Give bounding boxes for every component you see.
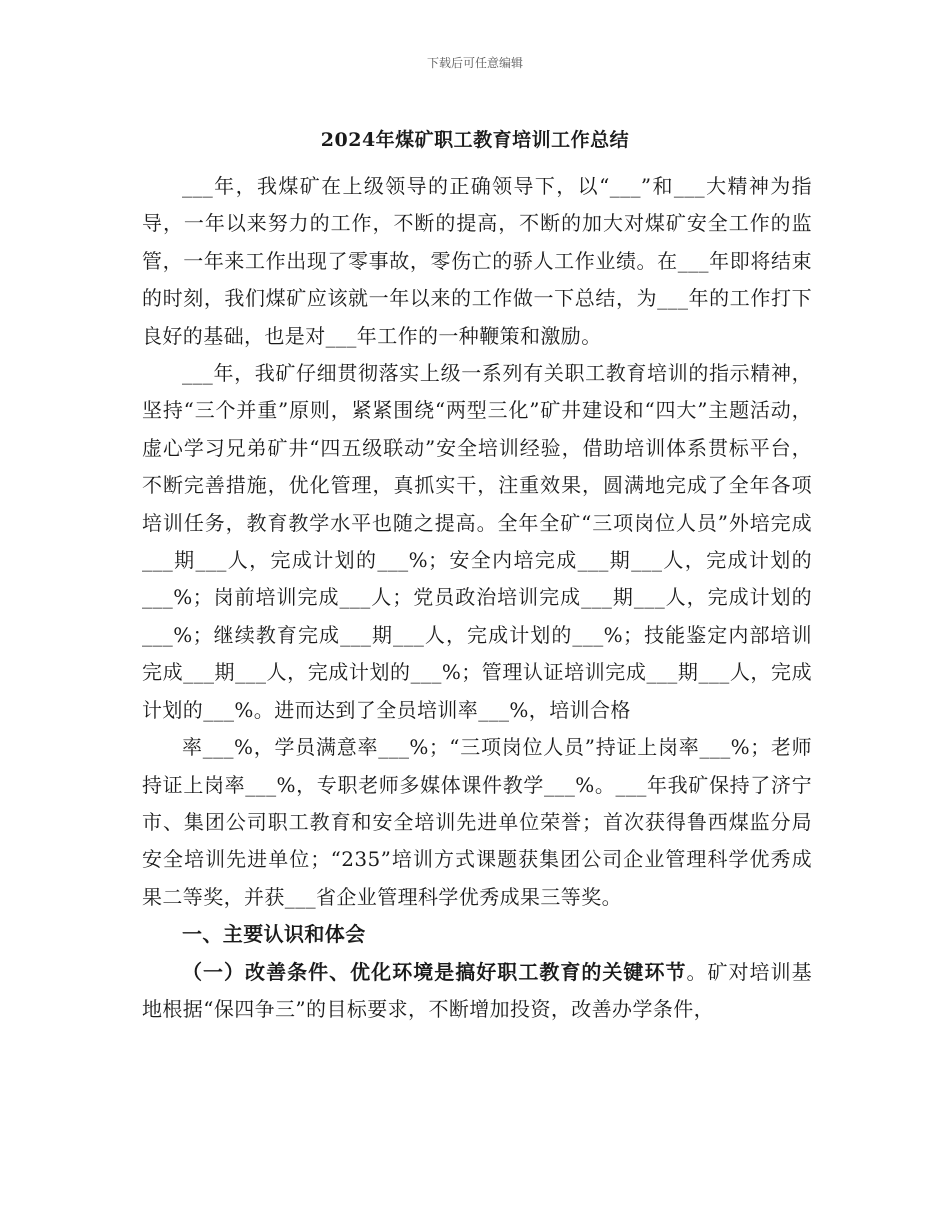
- document-body: [142, 168, 812, 1028]
- paragraph-2: ___年，我矿仔细贯彻落实上级一系列有关职工教育培训的指示精神，坚持“三个并重”原则，紧紧围绕“两型三化”矿井建设和“四大”主题活动，虚心学习兄弟矿井“四五级联动”安全培训经验，借助培训体系贯标平台，不断完善措施，优化管理，真抓实干，注重效果，圆满地完成了全年各项培训任务，教育教学水平也随之提高。全年全矿“三项岗位人员”外培完成___期___人，完成计划的___%；安全内培完成___期___人，完成计划的___%；岗前培训完成___人；党员政治培训完成___期___人，完成计划的___%；继续教育完成___期___人，完成计划的___%；技能鉴定内部培训完成___期___人，完成计划的___%；管理认证培训完成___期___人，完成计划的___%。进而达到了全员培训率___%，培训合格: [142, 361, 812, 722]
- paragraph-1: ___年，我煤矿在上级领导的正确领导下，以“___”和___大精神为指导，一年以来努力的工作，不断的提高，不断的加大对煤矿安全工作的监管，一年来工作出现了零事故，零伤亡的骄人工作业绩。在___年即将结束的时刻，我们煤矿应该就一年以来的工作做一下总结，为___年的工作打下良好的基础，也是对___年工作的一种鞭策和激励。: [142, 174, 812, 348]
- subsection-text: 。矿对培训基地根据“保四争三”的目标要求，不断增加投资，改善办学条件，: [142, 959, 812, 1021]
- subsection-lead: （一）改善条件、优化环境是搞好职工教育的关键环节: [182, 959, 687, 984]
- subsection-paragraph: [142, 954, 812, 1029]
- paragraph-3: 率___%，学员满意率___%；“三项岗位人员”持证上岗率___%；老师持证上岗率___%，专职老师多媒体课件教学___%。___年我矿保持了济宁市、集团公司职工教育和安全培训先进单位荣誉；首次获得鲁西煤监分局安全培训先进单位；“235”培训方式课题获集团公司企业管理科学优秀成果二等奖，并获___省企业管理科学优秀成果三等奖。: [142, 735, 812, 909]
- header-note: 下载后可任意编辑: [426, 56, 523, 70]
- section-heading: 一、主要认识和体会: [182, 922, 366, 947]
- document-title: 2024年煤矿职工教育培训工作总结: [320, 129, 630, 151]
